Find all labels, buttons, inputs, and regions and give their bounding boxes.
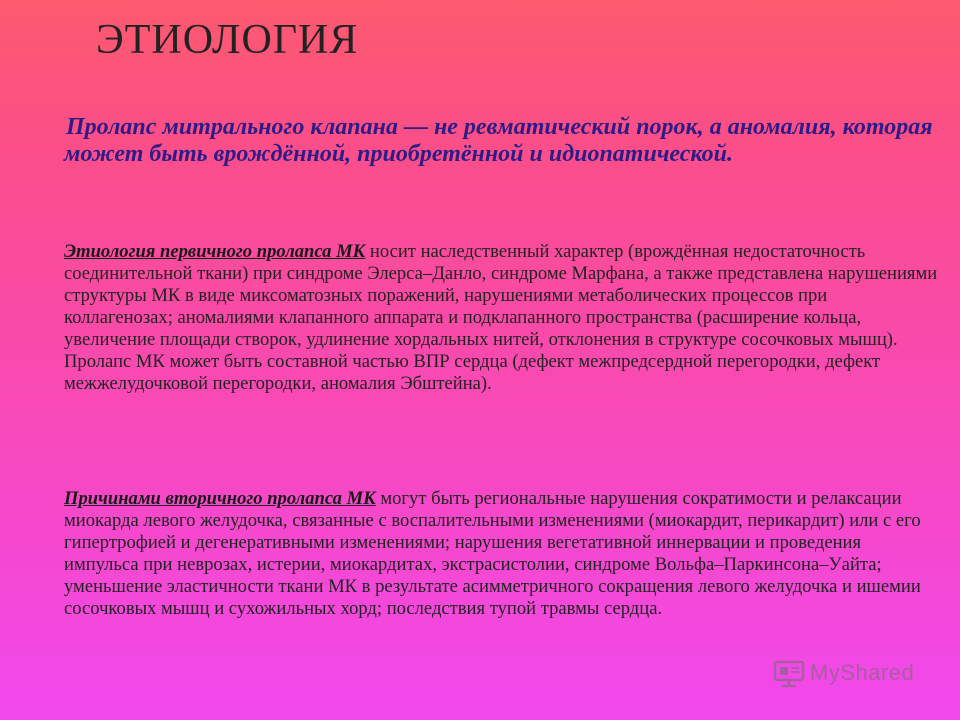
primary-prolapse-text: носит наследственный характер (врождённая недостаточность соединительной ткани) при синдроме Элерса–Данло, синдроме Марфана, а также представлена нарушениями структуры МК в виде миксоматозных поражений, нарушениями метаболических процессов при коллагенозах; аномалиями клапанного аппарата и подклапанного пространства (расширение кольца, увеличение площади створок, удлинение хордальных нитей, отклонения в структуре сосочковых мышц). Пролапс МК может быть составной частью ВПР сердца (дефект межпредсердной перегородки, дефект межжелудочковой перегородки, аномалия Эбштейна). [64,241,938,394]
presentation-screen-icon [772,658,806,688]
slide-title: ЭТИОЛОГИЯ [96,17,359,63]
secondary-prolapse-paragraph [64,488,939,620]
watermark [772,658,914,688]
lead-statement [64,114,934,168]
secondary-prolapse-text: могут быть региональные нарушения сократимости и релаксации миокарда левого желудочка, связанные с воспалительными изменениями (миокардит, перикардит) или с его гипертрофией и дегенеративными изменениями; нарушения вегетативной иннервации и проведения импульса при неврозах, истерии, миокардитах, экстрасистолии, синдроме Вольфа–Паркинсона–Уайта; уменьшение эластичности ткани МК в результате асимметричного сокращения левого желудочка и ишемии сосочковых мышц и сухожильных хорд; последствия тупой травмы сердца. [64,488,921,619]
primary-prolapse-paragraph [64,241,939,395]
lead-statement-text: Пролапс митрального клапана — не ревматический порок, а аномалия, которая может быть врождённой, приобретённой и идиопатической. [64,114,933,167]
primary-prolapse-lead-in: Этиология первичного пролапса МК [64,241,366,262]
watermark-text: MyShared [810,660,915,685]
secondary-prolapse-lead-in: Причинами вторичного пролапса МК [64,488,376,509]
